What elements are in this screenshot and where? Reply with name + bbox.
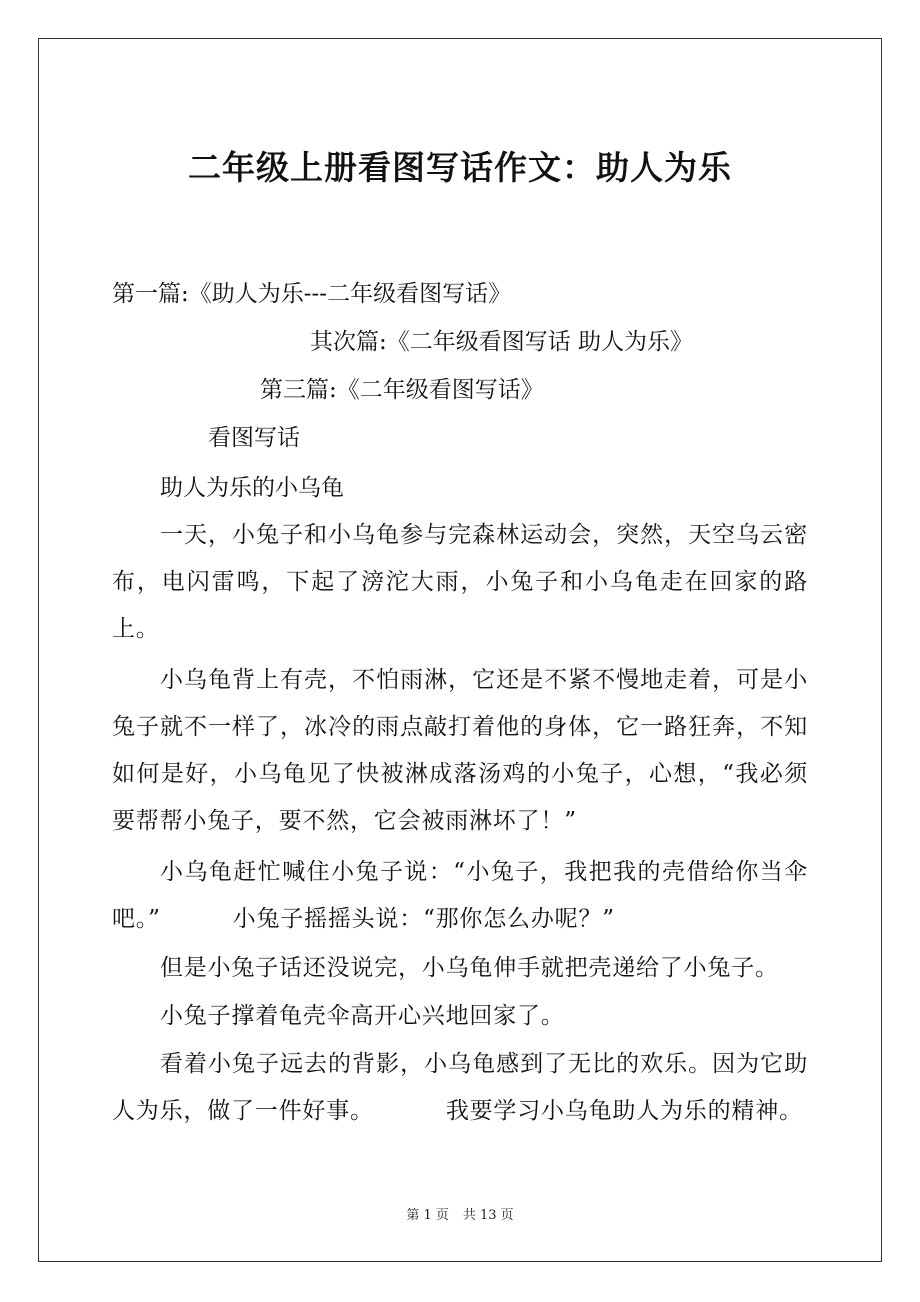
- paragraph-5: 小兔子撑着龟壳伞高开心兴地回家了。: [160, 1003, 565, 1029]
- paragraph-6: [112, 1041, 808, 1135]
- paragraph-6-text-b: 我要学习小乌龟助人为乐的精神。: [445, 1098, 803, 1124]
- section-heading: 看图写话: [208, 425, 300, 451]
- paragraph-2: 小乌龟背上有壳，不怕雨淋，它还是不紧不慢地走着，可是小兔子就不一样了，冰冷的雨点敲打着他的身体，它一路狂奔，不知如何是好，小乌龟见了快被淋成落汤鸡的小兔子，心想，“我必须要帮帮小兔子，要不然，它会被雨淋坏了！”: [112, 667, 808, 834]
- page-number: 第 1 页: [406, 1208, 449, 1223]
- toc-item-2: 其次篇:《二年级看图写话 助人为乐》: [310, 329, 694, 355]
- paragraph-1: 一天，小兔子和小乌龟参与完森林运动会，突然，天空乌云密布，电闪雷鸣，下起了滂沱大雨，小兔子和小乌龟走在回家的路上。: [112, 522, 808, 642]
- paragraph-4: 但是小兔子话还没说完，小乌龟伸手就把壳递给了小兔子。: [160, 955, 779, 981]
- toc-item-1: 第一篇:《助人为乐---二年级看图写话》: [112, 281, 512, 307]
- paragraph-6-text-a: 看着小兔子远去的背影，小乌龟感到了无比的欢乐。因为它助人为乐，做了一件好事。: [112, 1051, 808, 1124]
- document-title: 二年级上册看图写话作文：助人为乐: [188, 148, 732, 187]
- paragraph-3: [112, 849, 808, 943]
- page-total: 共 13 页: [462, 1208, 514, 1223]
- story-title: 助人为乐的小乌龟: [160, 475, 344, 501]
- page-footer: [0, 1207, 920, 1225]
- paragraph-3-dialogue-b: 小兔子摇摇头说：“那你怎么办呢？”: [232, 906, 615, 932]
- toc-item-3: 第三篇:《二年级看图写话》: [260, 377, 544, 403]
- paragraph-3-dialogue-a: 小乌龟赶忙喊住小兔子说：“小兔子，我把我的壳借给你当伞吧。”: [112, 859, 808, 932]
